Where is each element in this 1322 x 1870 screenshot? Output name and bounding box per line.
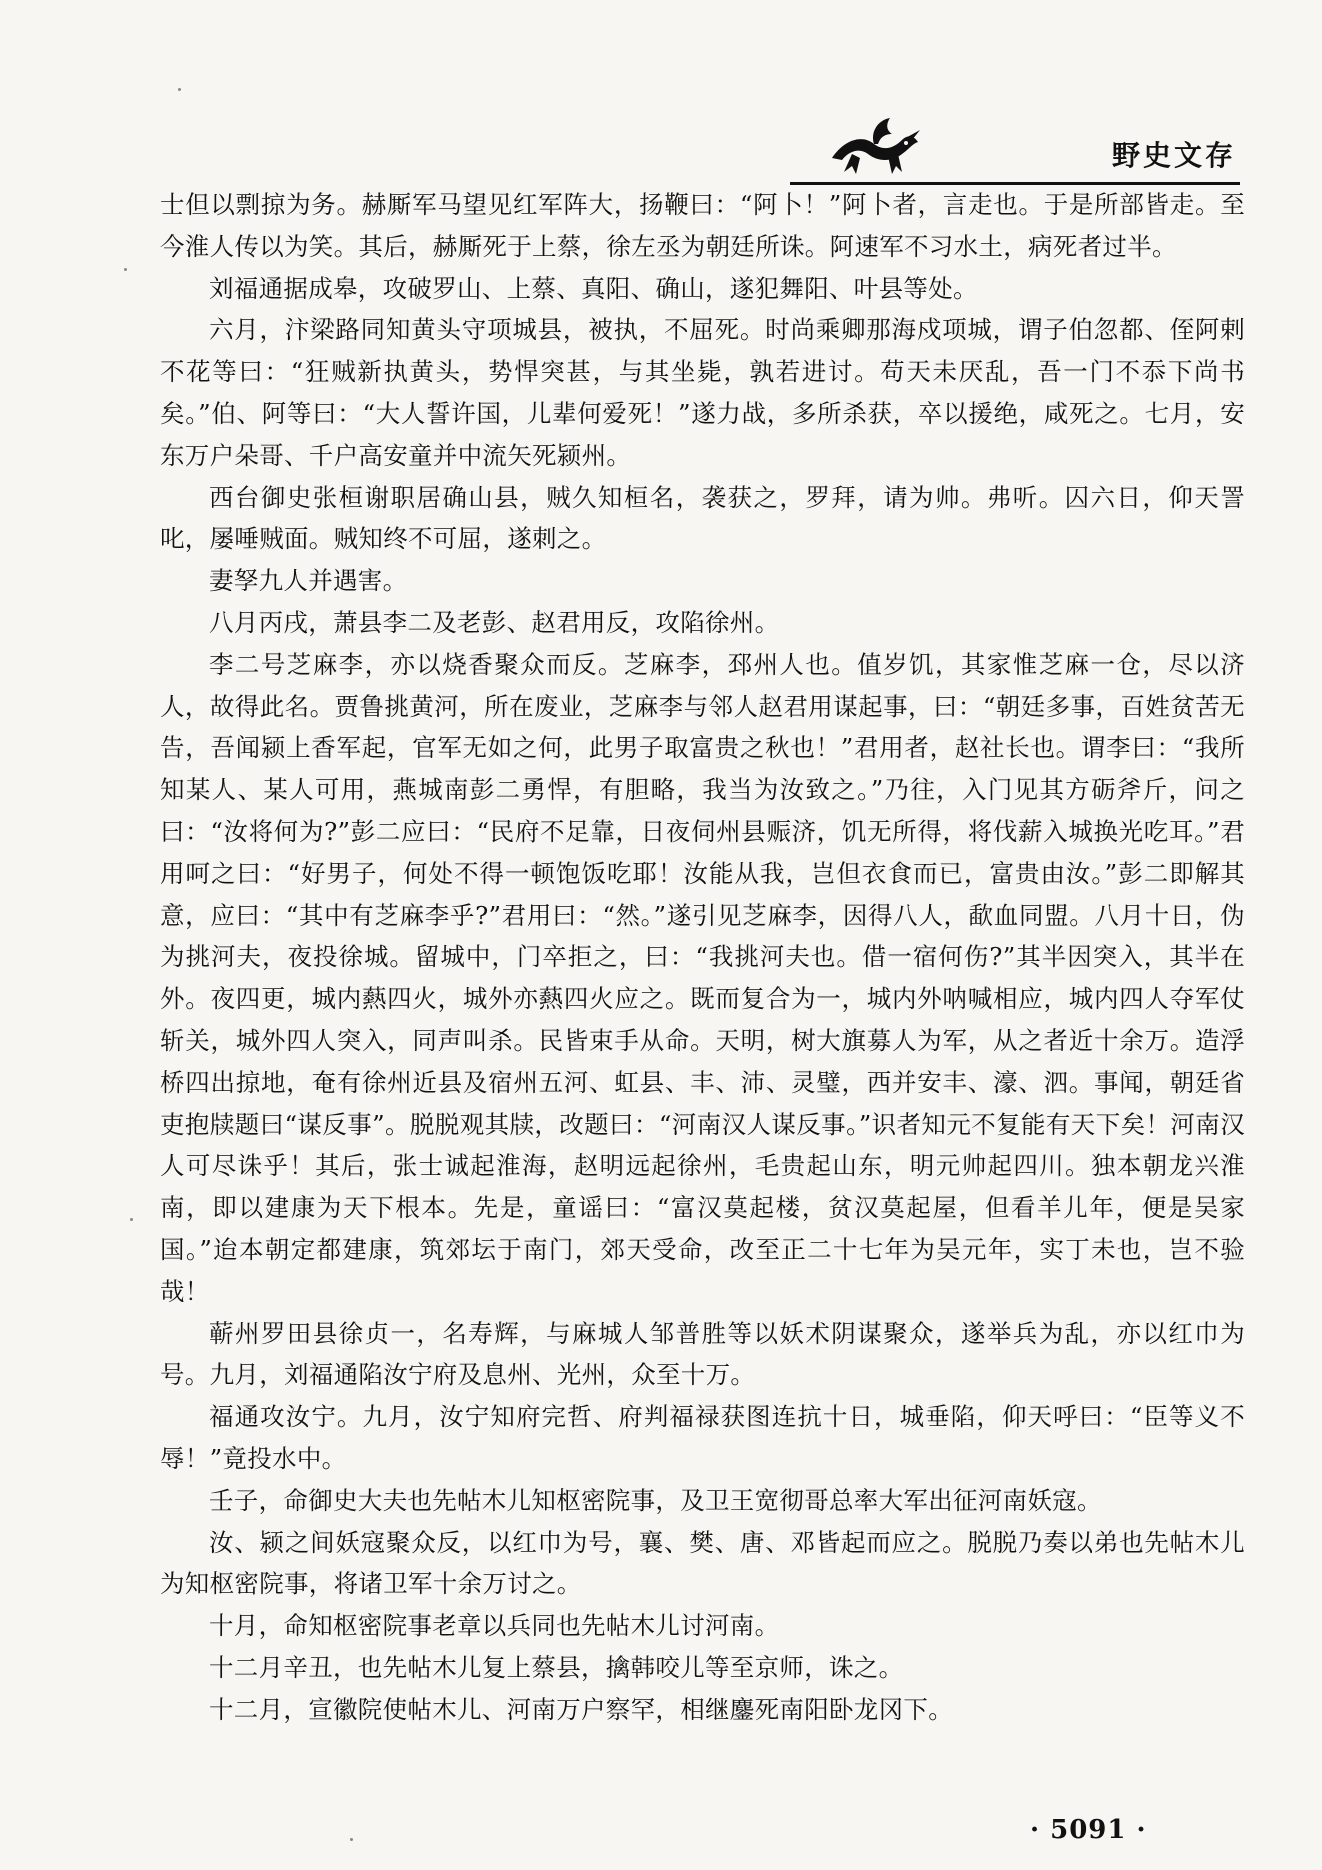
paragraph: 西台御史张桓谢职居确山县，贼久知桓名，袭获之，罗拜，请为帅。弗听。囚六日，仰天詈叱，屡唾贼面。贼知终不可屈，遂刺之。 [160, 482, 1245, 554]
page-header-title: 野史文存 [1111, 139, 1236, 172]
paragraph: 李二号芝麻李，亦以烧香聚众而反。芝麻李，邳州人也。值岁饥，其家惟芝麻一仓，尽以济人，故得此名。贾鲁挑黄河，所在废业，芝麻李与邻人赵君用谋起事，曰：“朝廷多事，百姓贫苦无告，吾闻颍上香军起，官军无如之何，此男子取富贵之秋也！”君用者，赵社长也。谓李曰：“我所知某人、某人可用，燕城南彭二勇悍，有胆略，我当为汝致之。”乃往，入门见其方砺斧斤，问之曰：“汝将何为?”彭二应曰：“民府不足靠，日夜伺州县赈济，饥无所得，将伐薪入城换光吃耳。”君用呵之曰：“好男子，何处不得一顿饱饭吃耶！汝能从我，岂但衣食而已，富贵由汝。”彭二即解其意，应曰：“其中有芝麻李乎?”君用曰：“然。”遂引见芝麻李，因得八人，歃血同盟。八月十日，伪为挑河夫，夜投徐城。留城中，门卒拒之，曰：“我挑河夫也。借一宿何伤?”其半因突入，其半在外。夜四更，城内爇四火，城外亦爇四火应之。既而复合为一，城内外呐喊相应，城内四人夺军仗斩关，城外四人突入，同声叫杀。民皆束手从命。天明，树大旗募人为军，从之者近十余万。造浮桥四出掠地，奄有徐州近县及宿州五河、虹县、丰、沛、灵璧，西并安丰、濠、泗。事闻，朝廷省吏抱牍题曰“谋反事”。脱脱观其牍，改题曰：“河南汉人谋反事。”识者知元不复能有天下矣！河南汉人可尽诛乎！其后，张士诚起淮海，赵明远起徐州，毛贵起山东，明元帅起四川。独本朝龙兴淮南，即以建康为天下根本。先是，童谣曰：“富汉莫起楼，贫汉莫起屋，但看羊儿年，便是吴家国。”迨本朝定都建康，筑郊坛于南门，郊天受命，改至正二十七年为吴元年，实丁未也，岂不验哉！ [160, 649, 1245, 1306]
dragon-icon [822, 110, 926, 180]
scan-speck [124, 268, 127, 271]
paragraph: 福通攻汝宁。九月，汝宁知府完哲、府判福禄获图连抗十日，城垂陷，仰天呼曰：“臣等义不辱！”竟投水中。 [160, 1402, 1245, 1473]
body-text [160, 184, 1245, 1730]
paragraph: 汝、颍之间妖寇聚众反，以红巾为号，襄、樊、唐、邓皆起而应之。脱脱乃奏以弟也先帖木儿为知枢密院事，将诸卫军十余万讨之。 [160, 1527, 1245, 1599]
paragraph: 士但以剽掠为务。赫厮军马望见红军阵大，扬鞭曰：“阿卜！”阿卜者，言走也。于是所部皆走。至今淮人传以为笑。其后，赫厮死于上蔡，徐左丞为朝廷所诛。阿速军不习水土，病死者过半。 [160, 190, 1245, 261]
paragraph: 十月，命知枢密院事老章以兵同也先帖木儿讨河南。 [209, 1611, 780, 1641]
paragraph: 十二月辛丑，也先帖木儿复上蔡县，擒韩咬儿等至京师，诛之。 [209, 1652, 904, 1682]
paragraph: 妻孥九人并遇害。 [209, 566, 408, 596]
page-number: · 5091 · [1030, 1815, 1147, 1845]
paragraph: 十二月，宣徽院使帖木儿、河南万户察罕，相继鏖死南阳卧龙冈下。 [209, 1694, 953, 1724]
paragraph: 壬子，命御史大夫也先帖木儿知枢密院事，及卫王宽彻哥总率大军出征河南妖寇。 [209, 1485, 1102, 1515]
paragraph: 蕲州罗田县徐贞一，名寿辉，与麻城人邹普胜等以妖术阴谋聚众，遂举兵为乱，亦以红巾为号。九月，刘福通陷汝宁府及息州、光州，众至十万。 [160, 1318, 1245, 1390]
scan-speck [130, 1218, 133, 1221]
paragraph: 六月，汴梁路同知黄头守项城县，被执，不屈死。时尚乘卿那海戍项城，谓子伯忽都、侄阿剌不花等曰：“狂贼新执黄头，势悍突甚，与其坐毙，孰若进讨。苟天未厌乱，吾一门不忝下尚书矣。”伯、阿等曰：“大人誓许国，儿辈何爱死！”遂力战，多所杀获，卒以援绝，咸死之。七月，安东万户朵哥、千户高安童并中流矢死颍州。 [160, 315, 1245, 470]
page-header [790, 110, 1240, 186]
scan-speck [350, 1838, 353, 1841]
scan-speck [178, 88, 181, 91]
paragraph: 八月丙戌，萧县李二及老彭、赵君用反，攻陷徐州。 [209, 607, 780, 637]
paragraph: 刘福通据成皋，攻破罗山、上蔡、真阳、确山，遂犯舞阳、叶县等处。 [209, 273, 978, 303]
